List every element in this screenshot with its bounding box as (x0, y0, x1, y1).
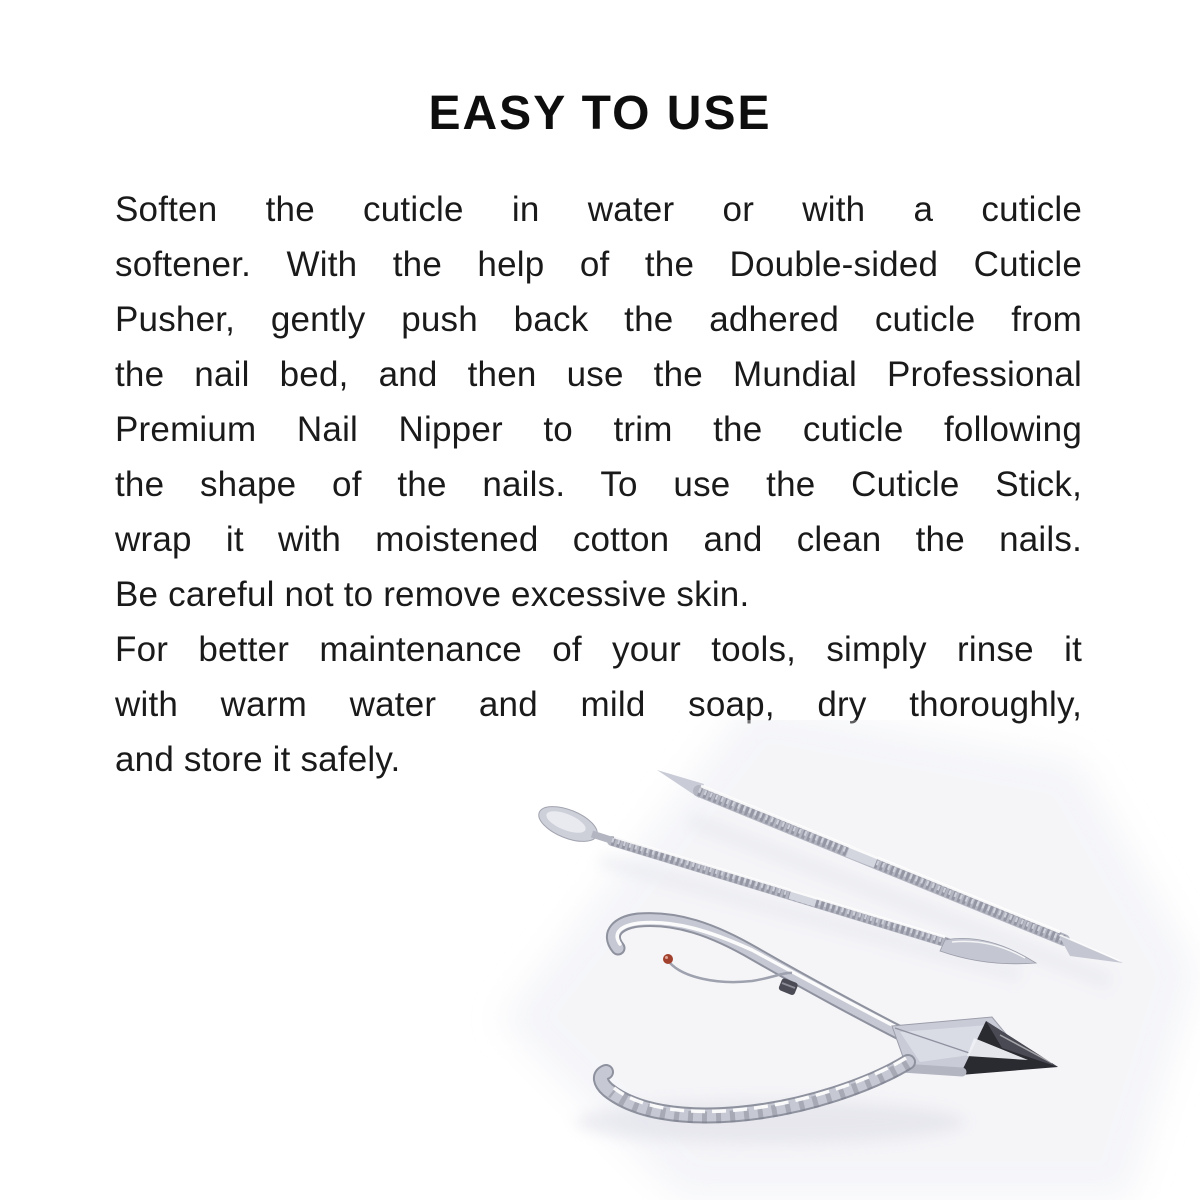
text-line: with warm water and mild soap, dry thoroughly, (115, 685, 1082, 724)
text-line: Be careful not to remove excessive skin. (115, 575, 750, 614)
spring-red-tip-glint (665, 956, 668, 959)
product-photo (440, 720, 1200, 1200)
text-line: wrap it with moistened cotton and clean the nails. (115, 520, 1082, 559)
page-title: EASY TO USE (428, 87, 772, 140)
text-line: Premium Nail Nipper to trim the cuticle following (115, 410, 1082, 449)
text-line: For better maintenance of your tools, simply rinse it (115, 630, 1082, 669)
text-line: Soften the cuticle in water or with a cuticle (115, 190, 1082, 229)
text-line: softener. With the help of the Double-sided Cuticle (115, 245, 1082, 284)
text-line: Pusher, gently push back the adhered cuticle from (115, 300, 1082, 339)
spring-red-tip (663, 954, 673, 964)
text-line: the shape of the nails. To use the Cuticle Stick, (115, 465, 1082, 504)
text-line: the nail bed, and then use the Mundial Professional (115, 355, 1082, 394)
text-line: and store it safely. (115, 740, 401, 779)
instructions-paragraphs (115, 182, 1082, 787)
